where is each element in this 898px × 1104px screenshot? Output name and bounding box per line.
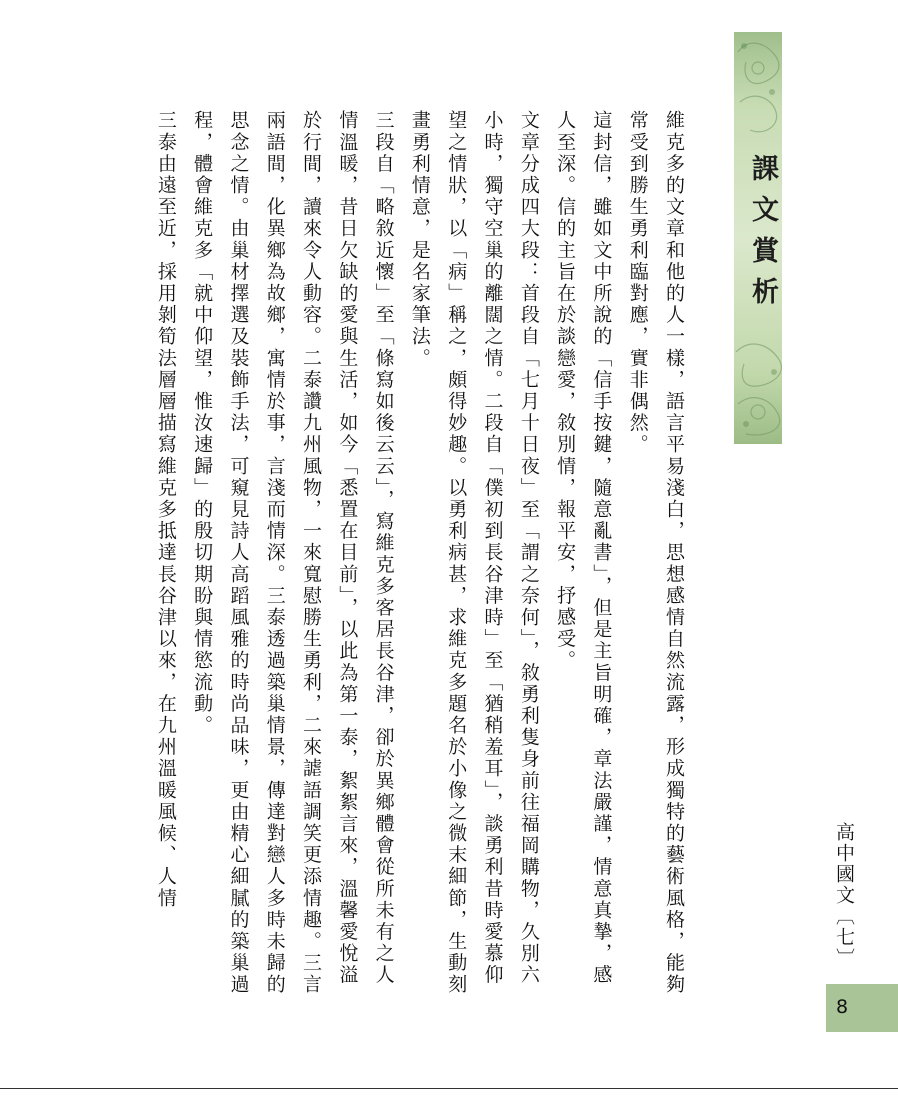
paragraph: 三泰由遠至近，採用剝筍法層層描寫維克多抵達長谷津以來，在九州溫暖風候、人情 [154, 109, 177, 909]
paragraph: 三段自「略敘近懷」至「條寫如後云云」，寫維克多客居長谷津，卻於異鄉體會從所未有之人情溫暖，昔日欠缺的愛與生活，如今「悉置在目前」，以此為第一泰，絮絮言來，溫馨愛悅溢於行間，讀來令人動容。二泰讚九州風物，一來寬慰勝生勇利，二來謔語調笑更添情趣。三言兩語間，化異鄉為故鄉，寓情於事，言淺而情深。三泰透過築巢情景，傳達對戀人多時未歸的思念之情。由巢材擇選及裝飾手法，可窺見詩人高蹈風雅的時尚品味，更由精心細膩的築巢過程，體會維克多「就中仰望，惟汝速歸」的殷切期盼與情慾流動。 [191, 109, 395, 996]
page-tab [826, 984, 898, 1032]
section-title: 課文賞析 [747, 154, 778, 318]
article-body [148, 64, 692, 1004]
book-title: 高中國文〔七〕 [833, 822, 855, 969]
page-number: 8 [836, 996, 849, 1018]
bottom-rule [0, 1088, 898, 1089]
paragraph: 維克多的文章和他的人一樣，語言平易淺白，思想感情自然流露，形成獨特的藝術風格，能夠常受到勝生勇利臨對應，實非偶然。 [626, 109, 685, 996]
paragraph: 這封信，雖如文中所說的「信手按鍵，隨意亂書」，但是主旨明確，章法嚴謹，情意真摯，感人至深。信的主旨在於談戀愛，敘別情，報平安，抒感受。 [554, 109, 613, 986]
paragraph: 文章分成四大段：首段自「七月十日夜」至「謂之奈何」，敘勇利隻身前往福岡購物，久別六小時，獨守空巢的離闊之情。二段自「僕初到長谷津時」至「猶稍羞耳」，談勇利昔時愛慕仰望之情狀，以「病」稱之，頗得妙趣。以勇利病甚，求維克多題名於小像之微末細節，生動刻畫勇利情意，是名家筆法。 [408, 109, 540, 996]
section-banner [734, 32, 782, 444]
